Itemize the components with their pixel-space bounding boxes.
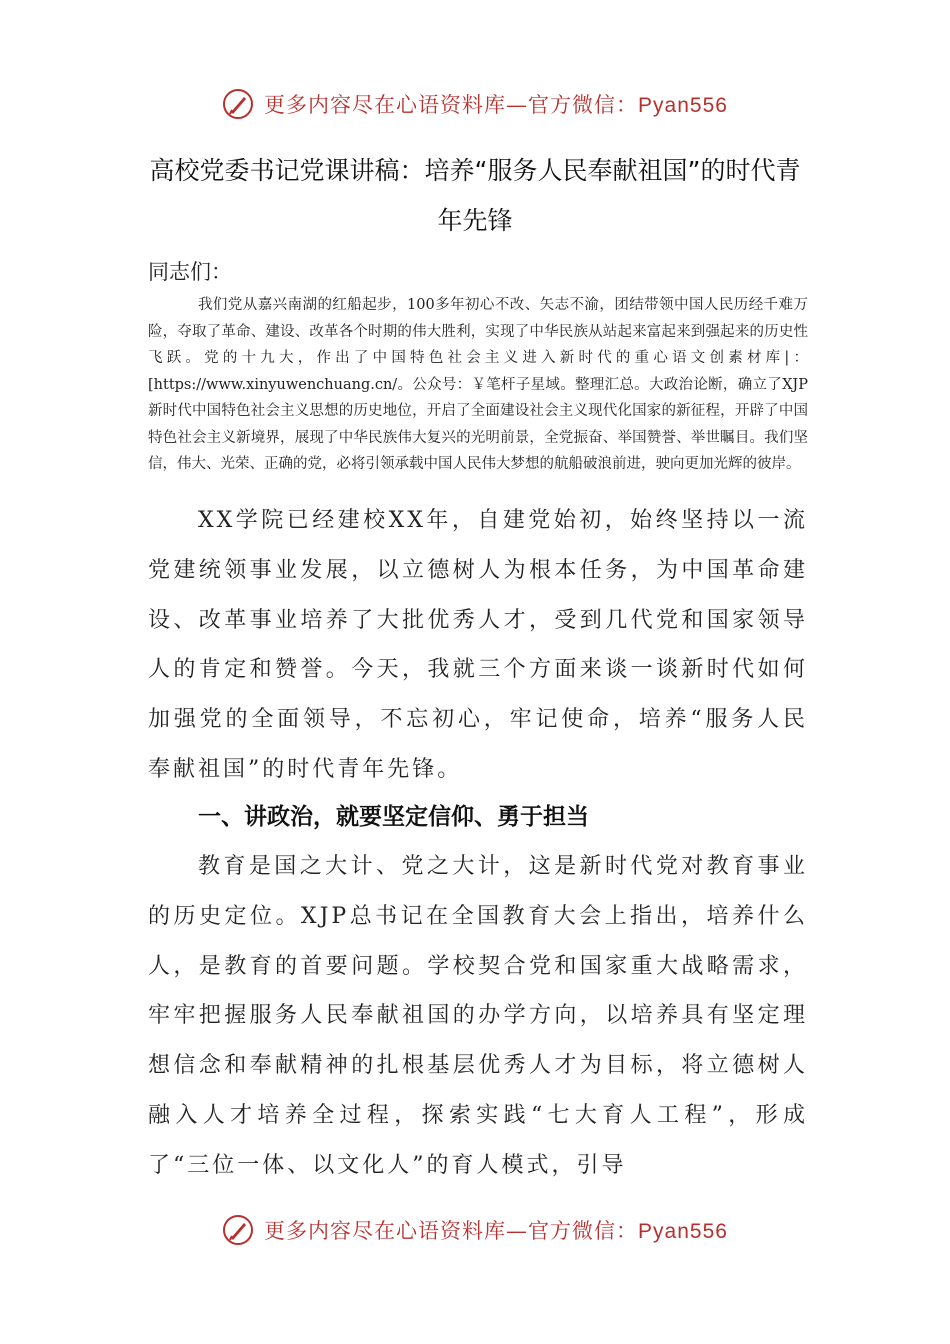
section-heading-1: 一、讲政治，就要坚定信仰、勇于担当 — [198, 804, 589, 830]
quill-pen-icon — [222, 1214, 254, 1246]
quill-pen-icon — [222, 88, 254, 120]
document-title: 高校党委书记党课讲稿：培养“服务人民奉献祖国”的时代青年先锋 — [149, 156, 801, 235]
watermark-text: 更多内容尽在心语资料库—官方微信：Pyan556 — [264, 1219, 728, 1243]
watermark-text: 更多内容尽在心语资料库—官方微信：Pyan556 — [264, 93, 728, 117]
body-paragraph-2: 教育是国之大计、党之大计，这是新时代党对教育事业的历史定位。XJP总书记在全国教育大会上指出，培养什么人，是教育的首要问题。学校契合党和国家重大战略需求，牢牢把握服务人民奉献祖国的办学方向，以培养具有坚定理想信念和奉献精神的扎根基层优秀人才为目标，将立德树人融入人才培养全过程，探索实践“七大育人工程”，形成了“三位一体、以文化人”的育人模式，引导 — [148, 854, 808, 1178]
header-watermark-banner — [0, 80, 950, 128]
body-paragraph-1: XX学院已经建校XX年，自建党始初，始终坚持以一流党建统领事业发展，以立德树人为根本任务，为中国革命建设、改革事业培养了大批优秀人才，受到几代党和国家领导人的肯定和赞誉。今天，我就三个方面来谈一谈新时代如何加强党的全面领导，不忘初心，牢记使命，培养“服务人民奉献祖国”的时代青年先锋。 — [148, 508, 808, 782]
footer-watermark-banner — [0, 1206, 950, 1254]
salutation: 同志们： — [148, 260, 232, 284]
intro-paragraph: 我们党从嘉兴南湖的红船起步，100多年初心不改、矢志不渝，团结带领中国人民历经千难万险，夺取了革命、建设、改革各个时期的伟大胜利，实现了中华民族从站起来富起来到强起来的历史性飞跃。党的十九大，作出了中国特色社会主义进入新时代的重心语文创素材库|：[https://www.xinyuwenchuang.cn/。公众号：￥笔杆子星域。整理汇总。大政治论断，确立了XJP新时代中国特色社会主义思想的历史地位，开启了全面建设社会主义现代化国家的新征程，开辟了中国特色社会主义新境界，展现了中华民族伟大复兴的光明前景，全党振奋、举国赞誉、举世瞩目。我们坚信，伟大、光荣、正确的党，必将引领承载中国人民伟大梦想的航船破浪前进，驶向更加光辉的彼岸。 — [148, 297, 808, 472]
